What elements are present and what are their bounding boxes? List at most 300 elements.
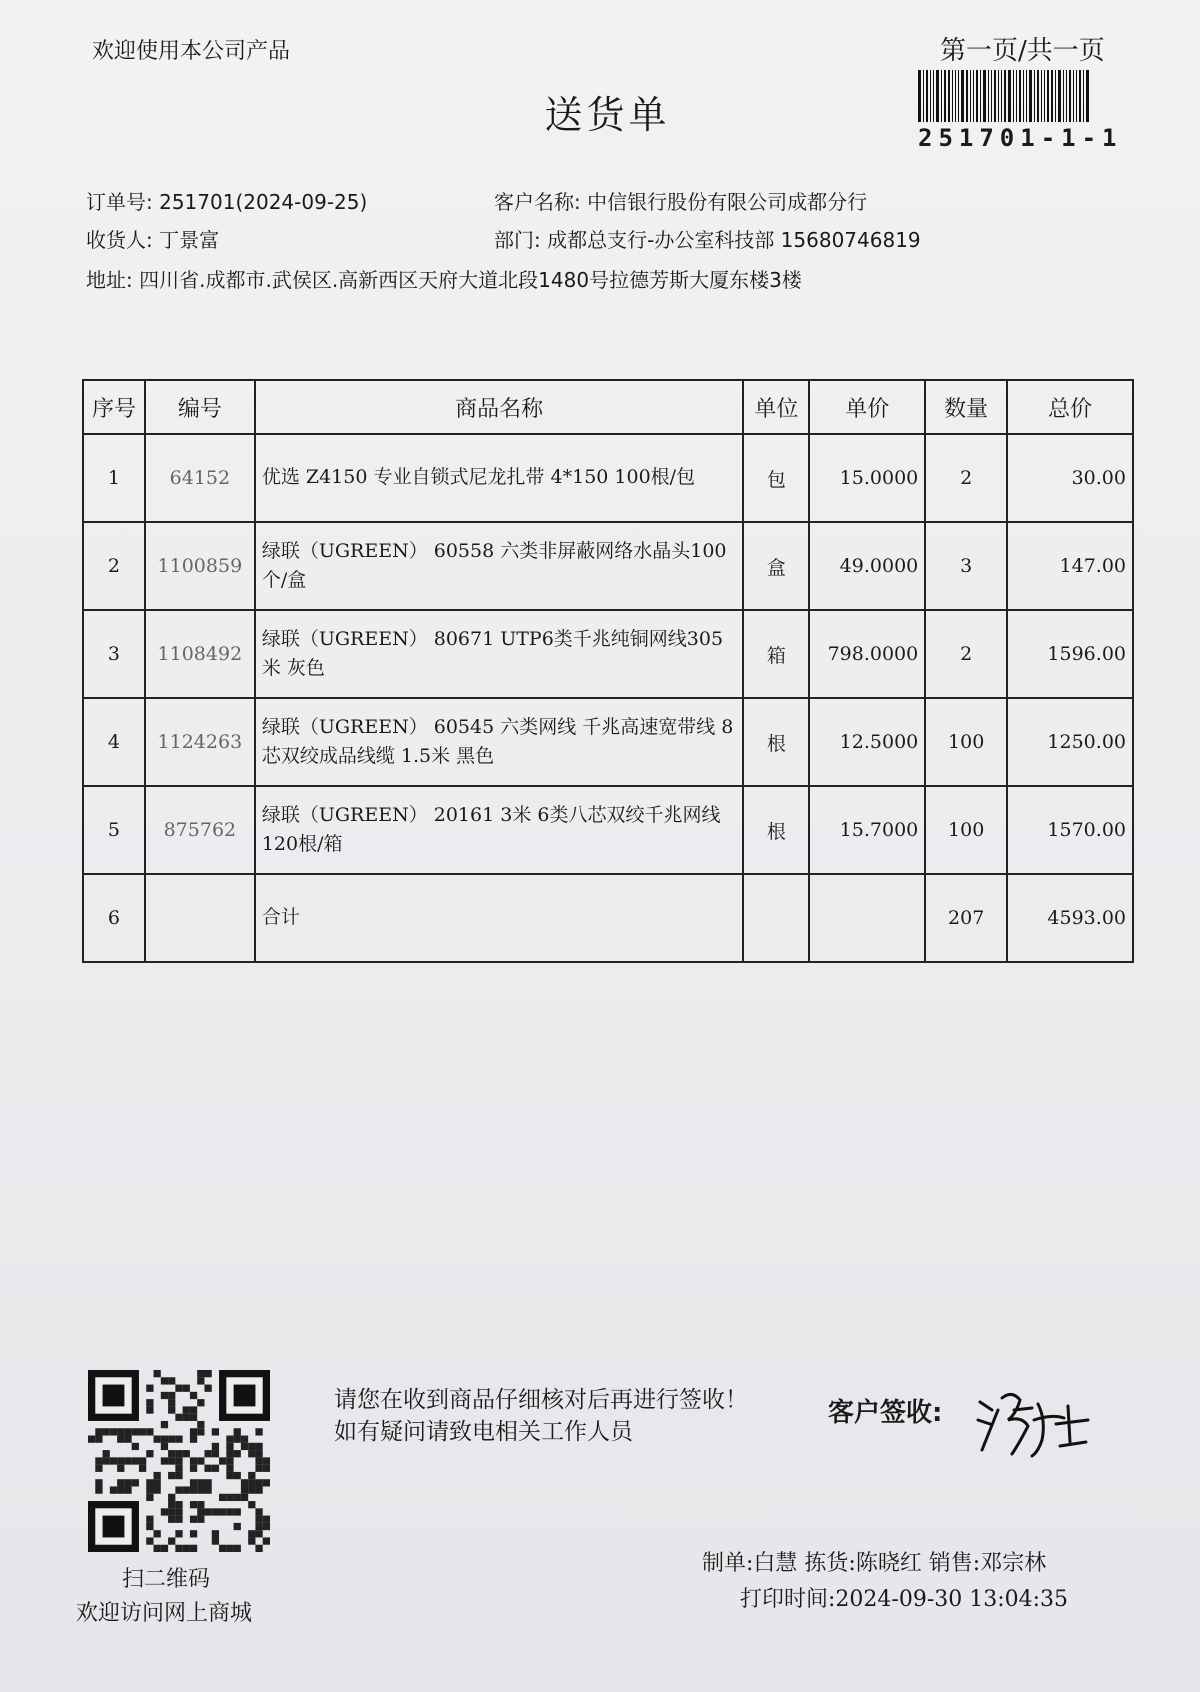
qr-module [139, 1457, 146, 1464]
qr-module [146, 1523, 153, 1530]
cell-qty: 3 [925, 522, 1007, 610]
department [494, 224, 921, 253]
barcode-bar [994, 70, 996, 122]
qr-module [248, 1472, 255, 1479]
qr-module [197, 1428, 204, 1435]
qr-module [255, 1516, 262, 1523]
qr-module [124, 1457, 131, 1464]
qr-module [103, 1516, 125, 1538]
qr-module [190, 1486, 197, 1493]
qr-module [146, 1399, 153, 1406]
cell-code: 1108492 [145, 610, 255, 698]
qr-module [226, 1465, 233, 1472]
barcode-bar [1013, 70, 1014, 122]
barcode-bar [988, 70, 989, 122]
qr-module [234, 1545, 241, 1552]
barcode-bar [1041, 70, 1042, 122]
qr-module [234, 1450, 241, 1457]
cell-price: 15.0000 [809, 434, 925, 522]
qr-module [212, 1465, 219, 1472]
qr-module [168, 1436, 175, 1443]
order-number [86, 186, 367, 215]
qr-module [175, 1516, 182, 1523]
qr-module [95, 1465, 102, 1472]
qr-module [212, 1443, 219, 1450]
cell-no: 4 [83, 698, 145, 786]
qr-module [212, 1537, 219, 1544]
cell-code: 875762 [145, 786, 255, 874]
qr-module [241, 1494, 248, 1501]
qr-module [197, 1486, 204, 1493]
cell-no: 6 [83, 874, 145, 962]
qr-module [154, 1486, 161, 1493]
qr-module [197, 1377, 204, 1384]
qr-module [226, 1545, 233, 1552]
qr-module [124, 1479, 131, 1486]
order-value: 251701(2024-09-25) [159, 190, 368, 214]
cell-price: 12.5000 [809, 698, 925, 786]
qr-module [255, 1443, 262, 1450]
barcode-bar [1079, 70, 1081, 122]
table-row [83, 522, 1133, 610]
header-price: 单价 [809, 380, 925, 434]
cell-code [145, 874, 255, 962]
qr-module [226, 1457, 233, 1464]
barcode-bar [1004, 70, 1006, 122]
barcode-bar [948, 70, 950, 122]
cell-total: 1250.00 [1007, 698, 1133, 786]
barcode-bar [1023, 70, 1024, 122]
qr-module [154, 1370, 161, 1377]
qr-module [190, 1465, 197, 1472]
cell-unit [743, 874, 809, 962]
qr-module [219, 1494, 226, 1501]
qr-module [255, 1428, 262, 1435]
qr-caption-scan: 扫二维码 [122, 1567, 211, 1592]
qr-module [103, 1385, 125, 1407]
cell-unit: 箱 [743, 610, 809, 698]
cell-no: 1 [83, 434, 145, 522]
cell-unit: 根 [743, 698, 809, 786]
cell-price: 15.7000 [809, 786, 925, 874]
qr-module [226, 1494, 233, 1501]
cell-price [809, 874, 925, 962]
qr-module [248, 1530, 255, 1537]
qr-module [234, 1385, 256, 1407]
qr-module [161, 1436, 168, 1443]
qr-module [241, 1436, 248, 1443]
qr-module [234, 1436, 241, 1443]
barcode-bar [930, 70, 931, 122]
handwritten-signature [972, 1380, 1092, 1464]
qr-module [95, 1479, 102, 1486]
cell-total: 147.00 [1007, 522, 1133, 610]
barcode-bar [973, 70, 974, 122]
barcode-bar [933, 70, 934, 122]
qr-module [95, 1486, 102, 1493]
barcode-bar [1034, 70, 1035, 122]
customer-name [494, 186, 867, 215]
qr-module [234, 1523, 241, 1530]
barcode-bar [1055, 70, 1056, 122]
qr-module [117, 1479, 124, 1486]
qr-module [197, 1421, 204, 1428]
qr-module [146, 1479, 153, 1486]
qr-module [124, 1428, 131, 1435]
customer-value: 中信银行股份有限公司成都分行 [587, 190, 868, 214]
dept-label: 部门: [494, 228, 541, 252]
header-total: 总价 [1007, 380, 1133, 434]
cell-total: 30.00 [1007, 434, 1133, 522]
barcode-bar [1066, 70, 1067, 122]
barcode-bar [1026, 70, 1027, 122]
receiver-value: 丁景富 [159, 228, 220, 252]
qr-module [161, 1545, 168, 1552]
receiver-label: 收货人: [86, 228, 153, 252]
qr-module [183, 1450, 190, 1457]
address-label: 地址: [86, 268, 133, 292]
qr-module [183, 1486, 190, 1493]
cell-grand-total: 4593.00 [1007, 874, 1133, 962]
qr-module [175, 1414, 182, 1421]
cell-no: 5 [83, 786, 145, 874]
qr-module [255, 1523, 262, 1530]
qr-module [204, 1508, 211, 1515]
qr-module [132, 1428, 139, 1435]
barcode-bar [944, 70, 946, 122]
welcome-text: 欢迎使用本公司产品 [92, 39, 291, 64]
qr-module [263, 1523, 270, 1530]
qr-module [234, 1494, 241, 1501]
barcode-bar [1001, 70, 1002, 122]
order-label: 订单号: [86, 190, 153, 214]
verification-notice: 请您在收到商品仔细核对后再进行签收！如有疑问请致电相关工作人员 [334, 1387, 748, 1446]
dept-value: 成都总支行-办公室科技部 15680746819 [547, 228, 921, 252]
qr-module [117, 1428, 124, 1435]
barcode-bar [1063, 70, 1064, 122]
qr-module [255, 1465, 262, 1472]
qr-module [226, 1472, 233, 1479]
qr-module [168, 1508, 175, 1515]
barcode-bar [961, 70, 964, 122]
qr-module [154, 1472, 161, 1479]
qr-module [154, 1436, 161, 1443]
barcode-number: 251701-1-1 [918, 124, 1123, 152]
barcode-bar [1019, 70, 1021, 122]
qr-module [241, 1486, 248, 1493]
qr-module [132, 1457, 139, 1464]
cell-no: 2 [83, 522, 145, 610]
qr-module [168, 1457, 175, 1464]
qr-module [197, 1508, 204, 1515]
barcode-bar [1069, 70, 1071, 122]
barcode-bar [1076, 70, 1077, 122]
cell-unit: 盒 [743, 522, 809, 610]
barcode-bar [1051, 70, 1053, 122]
qr-module [168, 1516, 175, 1523]
qr-module [168, 1406, 175, 1413]
header-unit: 单位 [743, 380, 809, 434]
qr-module [212, 1508, 219, 1515]
qr-module [146, 1494, 153, 1501]
barcode-bar [991, 70, 992, 122]
qr-module [255, 1457, 262, 1464]
qr-module [154, 1479, 161, 1486]
barcode-bar [952, 70, 953, 122]
qr-module [263, 1479, 270, 1486]
qr-module [204, 1486, 211, 1493]
qr-module [263, 1457, 270, 1464]
qr-module [197, 1370, 204, 1377]
barcode-bar [1073, 70, 1074, 122]
qr-module [161, 1392, 168, 1399]
qr-module [226, 1450, 233, 1457]
qr-module [146, 1516, 153, 1523]
barcode-bar [998, 70, 999, 122]
barcode-bar [936, 70, 939, 122]
qr-module [175, 1486, 182, 1493]
address-value: 四川省.成都市.武侯区.高新西区天府大道北段1480号拉德芳斯大厦东楼3楼 [139, 268, 802, 292]
cell-code: 1124263 [145, 698, 255, 786]
qr-module [175, 1545, 182, 1552]
barcode-bar [1008, 70, 1011, 122]
qr-module [204, 1385, 211, 1392]
cell-unit: 包 [743, 434, 809, 522]
qr-module [175, 1385, 182, 1392]
qr-module [263, 1516, 270, 1523]
cell-no: 3 [83, 610, 145, 698]
qr-module [255, 1486, 262, 1493]
document-title: 送货单 [544, 93, 671, 137]
qr-module [117, 1486, 124, 1493]
print-time: 打印时间:2024-09-30 13:04:35 [740, 1587, 1069, 1612]
customer-label: 客户名称: [494, 190, 581, 214]
qr-module [226, 1508, 233, 1515]
cell-price: 49.0000 [809, 522, 925, 610]
qr-module [234, 1428, 241, 1435]
qr-module [146, 1385, 153, 1392]
cell-qty: 100 [925, 698, 1007, 786]
qr-module [234, 1508, 241, 1515]
qr-module [146, 1450, 153, 1457]
barcode-bar [955, 70, 956, 122]
qr-module [132, 1479, 139, 1486]
signature-label: 客户签收: [828, 1398, 943, 1428]
items-table [82, 379, 1134, 963]
qr-module [139, 1465, 146, 1472]
qr-module [154, 1545, 161, 1552]
qr-module [248, 1501, 255, 1508]
qr-module [197, 1479, 204, 1486]
header-qty: 数量 [925, 380, 1007, 434]
qr-module [212, 1450, 219, 1457]
barcode-bar [918, 70, 921, 122]
qr-module [117, 1436, 124, 1443]
qr-module [132, 1443, 139, 1450]
barcode-bar [1037, 70, 1039, 122]
qr-module [219, 1457, 226, 1464]
qr-module [248, 1479, 255, 1486]
barcode-bar [958, 70, 959, 122]
qr-module [190, 1479, 197, 1486]
qr-module [117, 1457, 124, 1464]
header-code: 编号 [145, 380, 255, 434]
cell-code: 64152 [145, 434, 255, 522]
qr-module [168, 1377, 175, 1384]
qr-module [219, 1545, 226, 1552]
qr-module [103, 1457, 110, 1464]
header-name: 商品名称 [255, 380, 744, 434]
qr-module [248, 1537, 255, 1544]
qr-module [197, 1399, 204, 1406]
qr-module [263, 1465, 270, 1472]
barcode-bar [1047, 70, 1049, 122]
qr-module [168, 1494, 175, 1501]
qr-module [248, 1486, 255, 1493]
qr-module [183, 1385, 190, 1392]
qr-module [88, 1436, 95, 1443]
qr-module [204, 1450, 211, 1457]
staff-line: 制单:白慧 拣货:陈晓红 销售:邓宗林 [702, 1551, 1047, 1576]
qr-module [95, 1457, 102, 1464]
table-total-row [83, 874, 1133, 962]
barcode-bar [1083, 70, 1084, 122]
qr-module [146, 1486, 153, 1493]
qr-module [110, 1486, 117, 1493]
qr-module [175, 1457, 182, 1464]
qr-module [161, 1377, 168, 1384]
barcode-bar [1016, 70, 1017, 122]
cell-name: 绿联（UGREEN） 80671 UTP6类千兆纯铜网线305米 灰色 [255, 610, 744, 698]
barcode-bar [923, 70, 924, 122]
barcode-bar [1029, 70, 1032, 122]
qr-module [190, 1428, 197, 1435]
qr-module [255, 1508, 262, 1515]
qr-module [168, 1537, 175, 1544]
qr-module [255, 1450, 262, 1457]
qr-module [95, 1428, 102, 1435]
qr-module [190, 1530, 197, 1537]
barcode-bar [983, 70, 986, 122]
qr-caption-mall: 欢迎访问网上商城 [76, 1601, 253, 1626]
barcode-bar [976, 70, 978, 122]
qr-module [204, 1479, 211, 1486]
qr-module [161, 1457, 168, 1464]
barcode-bar [1086, 70, 1089, 122]
qr-module [263, 1537, 270, 1544]
qr-module [168, 1450, 175, 1457]
barcode-bar [980, 70, 981, 122]
qr-module [124, 1486, 131, 1493]
cell-qty-total: 207 [925, 874, 1007, 962]
qr-module [103, 1428, 110, 1435]
cell-qty: 2 [925, 434, 1007, 522]
qr-module [168, 1399, 175, 1406]
qr-module [190, 1436, 197, 1443]
qr-module [124, 1436, 131, 1443]
qr-module [241, 1479, 248, 1486]
table-row [83, 786, 1133, 874]
qr-module [226, 1436, 233, 1443]
qr-module [95, 1436, 102, 1443]
cell-total-label: 合计 [255, 874, 744, 962]
cell-qty: 2 [925, 610, 1007, 698]
qr-module [183, 1406, 190, 1413]
qr-module [234, 1472, 241, 1479]
qr-module [204, 1370, 211, 1377]
qr-module [175, 1465, 182, 1472]
qr-module [255, 1479, 262, 1486]
qr-module [168, 1501, 175, 1508]
barcode-bar [970, 70, 971, 122]
qr-module [190, 1457, 197, 1464]
qr-module [110, 1457, 117, 1464]
qr-module [175, 1508, 182, 1515]
cell-total: 1570.00 [1007, 786, 1133, 874]
qr-module [197, 1501, 204, 1508]
qr-module [255, 1545, 262, 1552]
qr-module [219, 1508, 226, 1515]
qr-module [168, 1472, 175, 1479]
barcode-bar [1058, 70, 1061, 122]
qr-module [146, 1428, 153, 1435]
qr-module [226, 1443, 233, 1450]
qr-module [197, 1516, 204, 1523]
qr-module [103, 1450, 110, 1457]
qr-module [110, 1428, 117, 1435]
cell-code: 1100859 [145, 522, 255, 610]
barcode-bar [966, 70, 968, 122]
qr-module [190, 1406, 197, 1413]
qr-module [248, 1450, 255, 1457]
qr-module [190, 1516, 197, 1523]
qr-module [190, 1392, 197, 1399]
cell-unit: 根 [743, 786, 809, 874]
qr-module [168, 1392, 175, 1399]
qr-module [212, 1428, 219, 1435]
qr-module [161, 1508, 168, 1515]
qr-module [255, 1530, 262, 1537]
qr-module [139, 1428, 146, 1435]
table-header-row [83, 380, 1133, 434]
qr-module [154, 1530, 161, 1537]
qr-module [197, 1457, 204, 1464]
address [86, 264, 802, 293]
qr-code-icon [88, 1370, 270, 1552]
qr-module [248, 1443, 255, 1450]
barcode-bar [941, 70, 942, 122]
qr-module [190, 1501, 197, 1508]
qr-module [190, 1545, 197, 1552]
receiver [86, 224, 219, 253]
cell-price: 798.0000 [809, 610, 925, 698]
qr-module [161, 1443, 168, 1450]
cell-name: 优选 Z4150 专业自锁式尼龙扎带 4*150 100根/包 [255, 434, 744, 522]
qr-module [183, 1545, 190, 1552]
qr-module [241, 1443, 248, 1450]
qr-module [183, 1414, 190, 1421]
qr-module [175, 1472, 182, 1479]
cell-name: 绿联（UGREEN） 60558 六类非屏蔽网络水晶头100个/盒 [255, 522, 744, 610]
table-row [83, 434, 1133, 522]
qr-module [161, 1421, 168, 1428]
qr-module [117, 1465, 124, 1472]
barcode-bar [926, 70, 928, 122]
qr-module [175, 1501, 182, 1508]
barcode [918, 70, 1126, 122]
header-no: 序号 [83, 380, 145, 434]
qr-module [175, 1450, 182, 1457]
